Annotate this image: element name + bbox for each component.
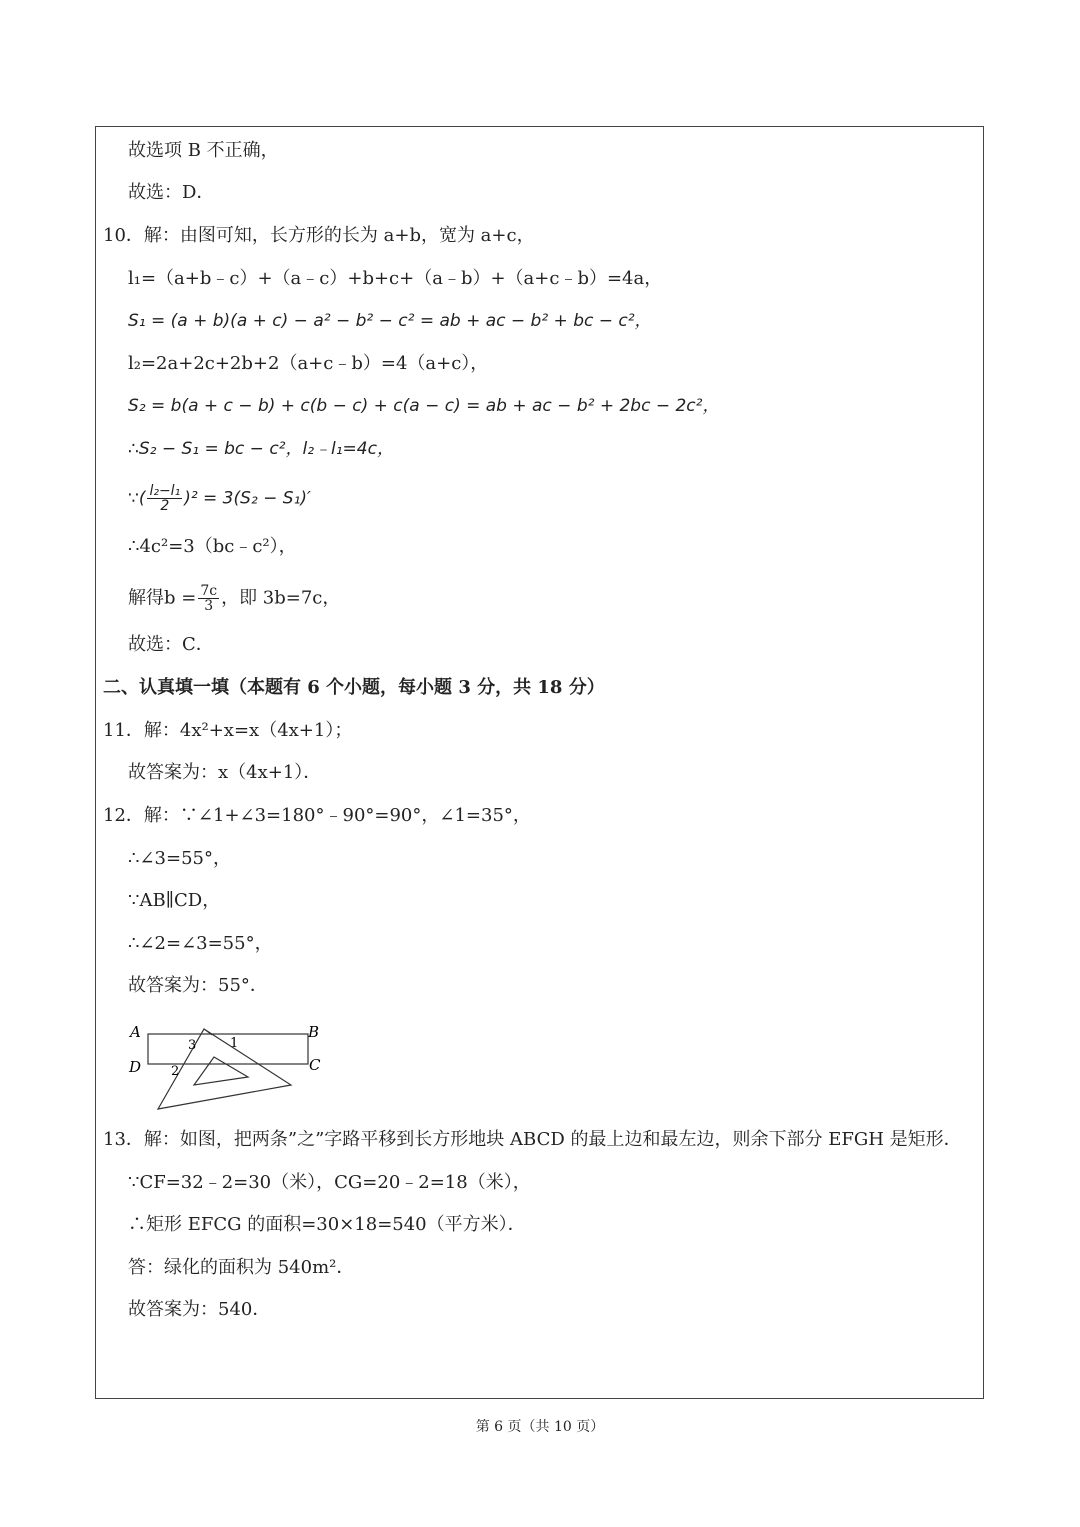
question-10: 10．解：由图可知，长方形的长为 a+b，宽为 a+c， — [103, 225, 535, 246]
label-angle-1: 1 — [230, 1036, 239, 1051]
fraction-denominator: 3 — [204, 598, 214, 614]
question-12: 12．解：∵∠1+∠3=180°﹣90°=90°，∠1=35°， — [103, 805, 531, 826]
label-c: C — [309, 1056, 321, 1074]
text-fragment: )² = 3(S₂ − S₁)′ — [184, 488, 311, 509]
text-fragment: ，即 3b=7c， — [221, 587, 341, 609]
label-a: A — [130, 1023, 141, 1041]
text-line: l₂=2a+2c+2b+2（a+c﹣b）=4（a+c）， — [128, 353, 489, 374]
math-line: S₂ = b(a + c − b) + c(b − c) + c(a − c) = ab + ac − b² + 2bc − 2c²， — [128, 396, 720, 416]
math-line: ∴S₂ − S₁ = bc − c²，l₂﹣l₁=4c， — [128, 439, 394, 459]
text-line: ∴矩形 EFCG 的面积=30×18=540（平方米）． — [128, 1214, 526, 1235]
fraction-line — [128, 584, 340, 613]
question-13: 13．解：如图，把两条”之”字路平移到长方形地块 ABCD 的最上边和最左边，则余下部分 EFGH 是矩形． — [103, 1129, 962, 1150]
fraction — [147, 484, 182, 513]
fraction-line — [128, 484, 311, 513]
page-footer: 第 6 页（共 10 页） — [475, 1419, 605, 1435]
text-line: 故答案为：x（4x+1）． — [128, 762, 322, 783]
text-line: ∴∠3=55°， — [128, 848, 231, 869]
text-line: 故答案为：540． — [128, 1299, 271, 1320]
geometry-figure — [126, 1017, 326, 1112]
fraction — [198, 584, 219, 613]
text-line: ∴∠2=∠3=55°， — [128, 933, 273, 954]
text-line: 答：绿化的面积为 540m²． — [128, 1257, 355, 1278]
text-line: ∴4c²=3（bc﹣c²）， — [128, 536, 297, 557]
fraction-denominator: 2 — [160, 498, 170, 514]
label-angle-3: 3 — [188, 1038, 197, 1053]
triangle-inner — [194, 1057, 248, 1085]
text-fragment: 解得b = — [128, 587, 197, 609]
label-angle-2: 2 — [171, 1064, 180, 1079]
text-fragment: ∵( — [128, 488, 146, 509]
section-heading: 二、认真填一填（本题有 6 个小题，每小题 3 分，共 18 分） — [103, 677, 605, 698]
rectangle-abcd — [148, 1034, 308, 1064]
label-d: D — [129, 1058, 142, 1076]
question-11: 11．解：4x²+x=x（4x+1）； — [103, 720, 353, 741]
text-line: ∵AB∥CD， — [128, 890, 221, 911]
label-b: B — [308, 1023, 320, 1041]
text-line: l₁=（a+b﹣c）+（a﹣c）+b+c+（a﹣b）+（a+c﹣b）=4a， — [128, 268, 663, 289]
text-line: 故答案为：55°． — [128, 975, 268, 996]
text-line: 故选：D． — [128, 182, 215, 203]
math-line: S₁ = (a + b)(a + c) − a² − b² − c² = ab + ac − b² + bc − c²， — [128, 311, 652, 331]
text-line: 故选：C． — [128, 634, 214, 655]
fraction-numerator: l₂−l₁ — [149, 483, 181, 499]
fraction-numerator: 7c — [200, 583, 218, 599]
text-line: 故选项 B 不正确， — [128, 140, 279, 161]
text-line: ∵CF=32﹣2=30（米），CG=20﹣2=18（米）， — [128, 1172, 531, 1193]
